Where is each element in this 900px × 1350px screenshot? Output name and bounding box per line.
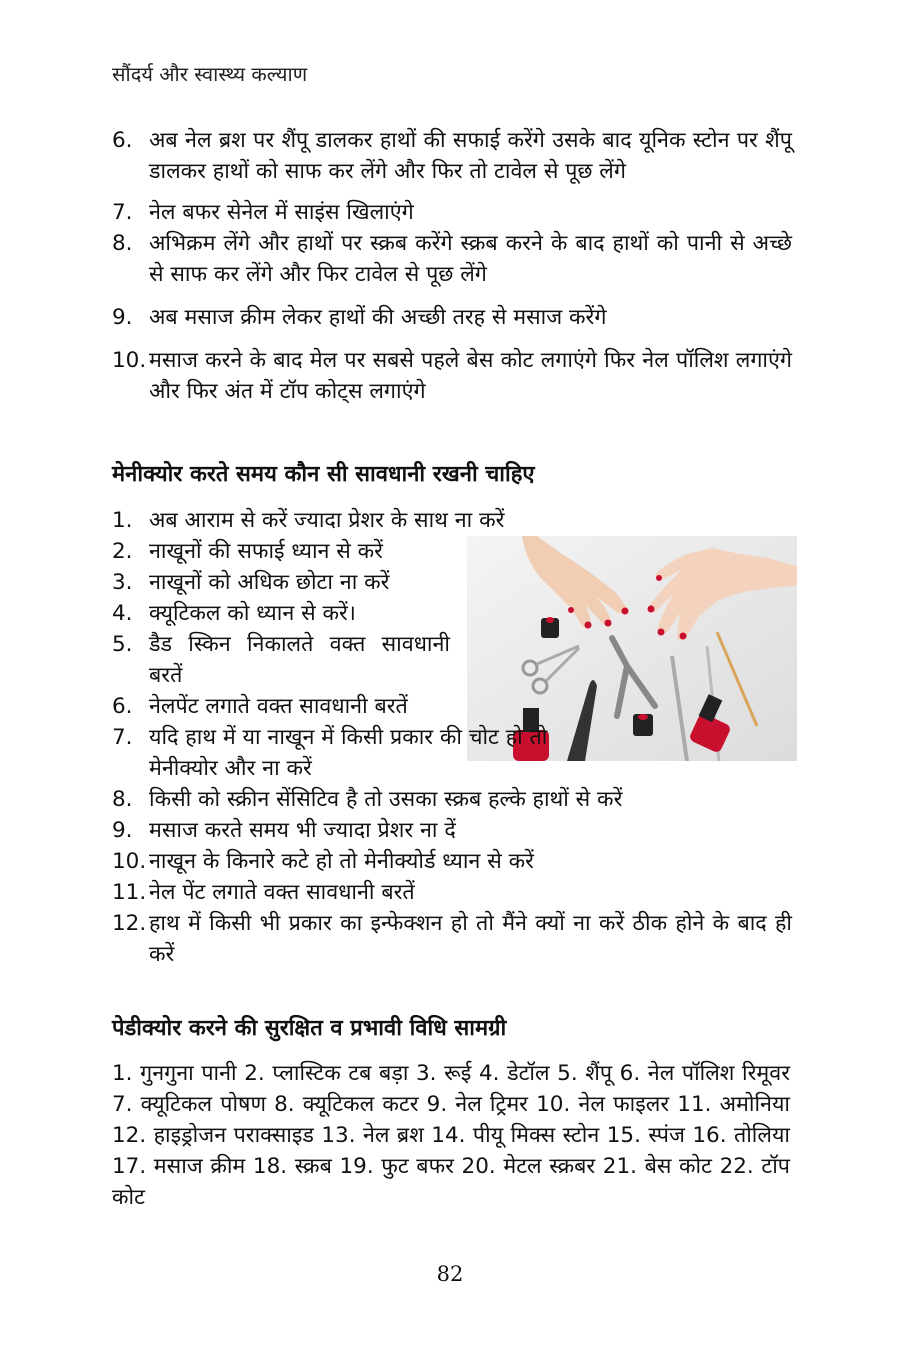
list-item: 8. किसी को स्क्रीन सेंसिटिव है तो उसका स्क्रब हल्के हाथों से करें bbox=[112, 787, 623, 812]
list-item: 3. नाखूनों को अधिक छोटा ना करें bbox=[112, 570, 390, 595]
precautions-list bbox=[112, 505, 792, 970]
procedure-steps bbox=[112, 125, 792, 407]
list-item: 6. नेलपेंट लगाते वक्त सावधानी बरतें bbox=[112, 694, 408, 719]
pedicure-heading: पेडीक्योर करने की सुरक्षित व प्रभावी विधि सामग्री bbox=[112, 1016, 507, 1041]
list-item: 12. हाथ में किसी भी प्रकार का इन्फेक्शन हो तो मैंने क्यों ना करें ठीक होने के बाद ही करें bbox=[112, 911, 792, 967]
list-item: 11. नेल पेंट लगाते वक्त सावधानी बरतें bbox=[112, 880, 415, 905]
page-number: 82 bbox=[436, 1262, 464, 1286]
running-header: सौंदर्य और स्वास्थ्य कल्याण bbox=[112, 62, 308, 86]
list-item: 10. नाखून के किनारे कटे हो तो मेनीक्योर्ड ध्यान से करें bbox=[112, 849, 534, 874]
list-item: 7. नेल बफर सेनेल में साइंस खिलाएंगे bbox=[112, 200, 414, 225]
list-item: 2. नाखूनों की सफाई ध्यान से करें bbox=[112, 539, 383, 564]
list-item: 4. क्यूटिकल को ध्यान से करें। bbox=[112, 601, 356, 626]
materials-list: 1. गुनगुना पानी 2. प्लास्टिक टब बड़ा 3. रूई 4. डेटॉल 5. शैंपू 6. नेल पॉलिश रिमूवर 7. क्यूटिकल पोषण 8. क्यूटिकल कटर 9. नेल ट्रिमर 10. नेल फाइलर 11. अमोनिया 12. हाइड्रोजन पराक्साइड 13. नेल ब्रश 14. पीयू मिक्स स्टोन 15. स्पंज 16. तोलिया 17. मसाज क्रीम 18. स्क्रब 19. फुट बफर 20. मेटल स्क्रबर 21. बेस कोट 22. टॉप कोट bbox=[112, 1061, 790, 1210]
list-item: 5. डैड स्किन निकालते वक्त सावधानी बरतें bbox=[112, 632, 450, 688]
list-item: 7. यदि हाथ में या नाखून में किसी प्रकार की चोट हो तो मेनीक्योर और ना करें bbox=[112, 725, 548, 781]
list-item: 9. अब मसाज क्रीम लेकर हाथों की अच्छी तरह से मसाज करेंगे bbox=[112, 305, 607, 330]
list-item: 8. अभिक्रम लेंगे और हाथों पर स्क्रब करेंगे स्क्रब करने के बाद हाथों को पानी से अच्छे से साफ कर लेंगे और फिर टावेल से पूछ लेंगे bbox=[112, 231, 792, 287]
list-item: 9. मसाज करते समय भी ज्यादा प्रेशर ना दें bbox=[112, 818, 456, 843]
list-item: 1. अब आराम से करें ज्यादा प्रेशर के साथ ना करें bbox=[112, 508, 505, 533]
list-item: 6. अब नेल ब्रश पर शैंपू डालकर हाथों की सफाई करेंगे उसके बाद यूनिक स्टोन पर शैंपू डालकर हाथों को साफ कर लेंगे और फिर तो टावेल से पूछ लेंगे bbox=[112, 128, 792, 184]
list-item: 10. मसाज करने के बाद मेल पर सबसे पहले बेस कोट लगाएंगे फिर नेल पॉलिश लगाएंगे और फिर अंत में टॉप कोट्स लगाएंगे bbox=[112, 348, 792, 404]
precautions-heading: मेनीक्योर करते समय कौन सी सावधानी रखनी चाहिए bbox=[112, 462, 535, 487]
